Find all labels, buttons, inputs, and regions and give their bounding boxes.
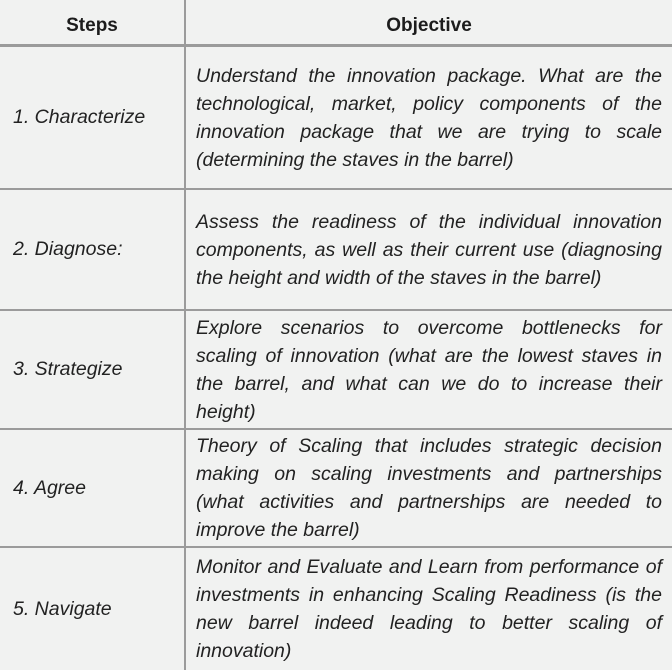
- objective-text: Theory of Scaling that includes strategic decision making on scaling investments and partnerships (what activities and partnerships are needed to improve the barrel): [196, 435, 662, 541]
- table-row-navigate: [0, 548, 672, 670]
- step-label: 3. Strategize: [13, 358, 123, 380]
- table-row-diagnose: [0, 190, 672, 309]
- objective-cell: [196, 190, 662, 309]
- objective-text: Explore scenarios to overcome bottlenecks for scaling of innovation (what are the lowest staves in the barrel, and what can we do to increase their height): [196, 316, 662, 423]
- objective-cell: [196, 548, 662, 670]
- objective-text: Monitor and Evaluate and Learn from performance of investments in enhancing Scaling Readiness (is the new barrel indeed leading to better scaling of innovation): [196, 556, 662, 662]
- objective-cell: [196, 311, 662, 428]
- step-label: 5. Navigate: [13, 597, 112, 620]
- table-header: [0, 0, 672, 44]
- table-row-characterize: [0, 47, 672, 188]
- step-label: 4. Agree: [13, 476, 86, 499]
- header-steps: Steps: [66, 14, 118, 36]
- header-objective: Objective: [386, 14, 472, 36]
- objective-text: Assess the readiness of the individual innovation components, as well as their current use (diagnosing the height and width of the staves in the barrel): [196, 210, 662, 289]
- objective-text: Understand the innovation package. What are the technological, market, policy components of the innovation package that we are trying to scale (determining the staves in the barrel): [196, 64, 662, 171]
- step-label: 2. Diagnose:: [13, 238, 123, 260]
- table-row-strategize: [0, 311, 672, 428]
- column-divider: [184, 0, 186, 670]
- objective-cell: [196, 430, 662, 546]
- step-label: 1. Characterize: [13, 106, 146, 128]
- objective-cell: [196, 47, 662, 188]
- table-row-agree: [0, 430, 672, 546]
